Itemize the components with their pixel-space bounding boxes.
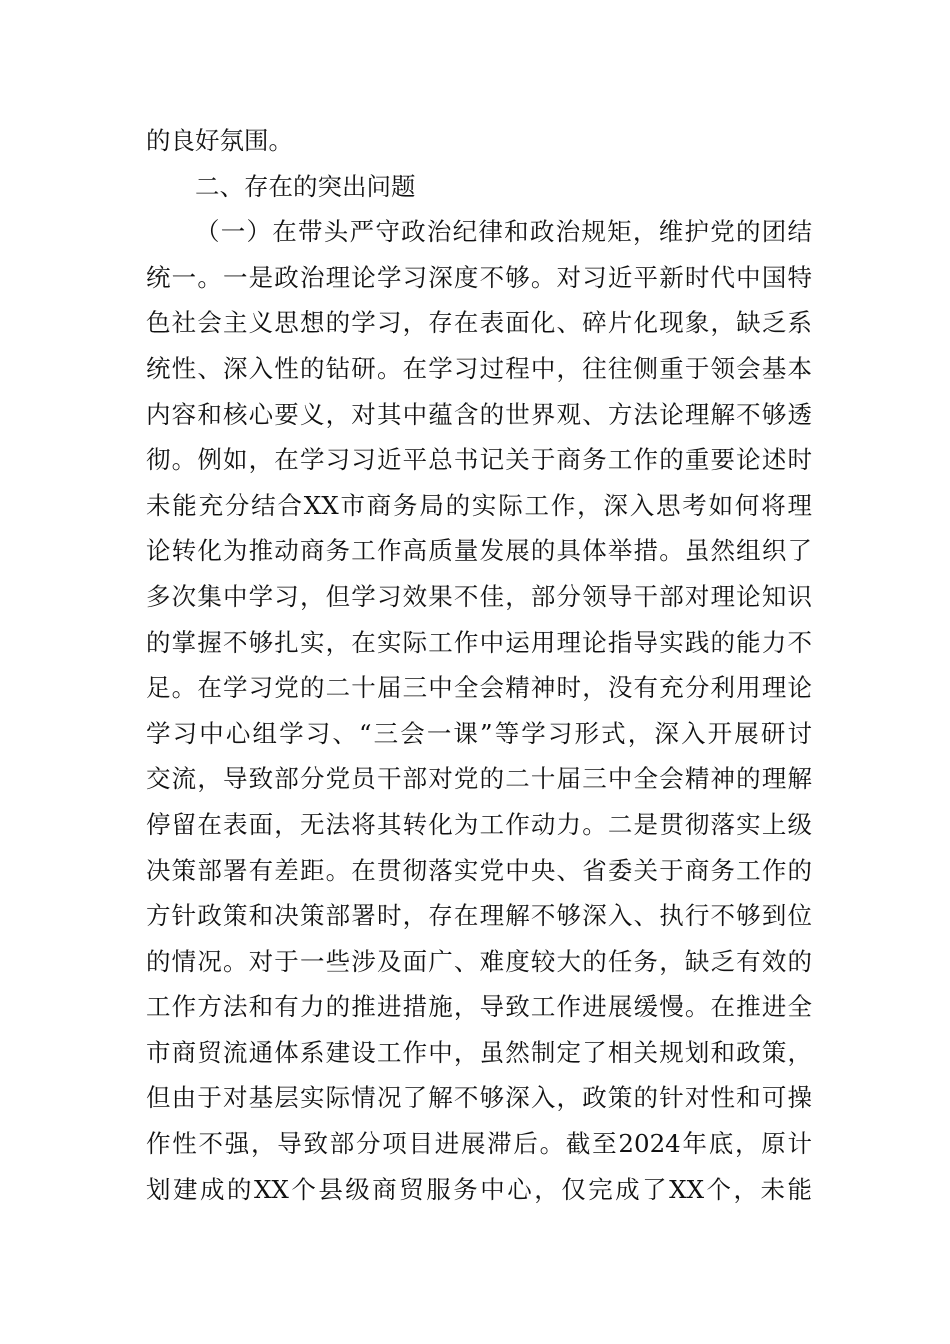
paragraph-line: 彻。例如，在学习习近平总书记关于商务工作的重要论述时 (146, 445, 812, 475)
paragraph-line: 足。在学习党的二十届三中全会精神时，没有充分利用理论 (146, 673, 812, 703)
paragraph-line: 未能充分结合XX市商务局的实际工作，深入思考如何将理 (146, 490, 812, 520)
document-body (146, 118, 812, 1212)
paragraph-line: 决策部署有差距。在贯彻落实党中央、省委关于商务工作的 (146, 855, 812, 885)
paragraph-line: 工作方法和有力的推进措施，导致工作进展缓慢。在推进全 (146, 992, 812, 1022)
subsection-heading: （一）在带头严守政治纪律和政治规矩，维护党的团结 (195, 217, 812, 247)
paragraph-line: 的良好氛围。 (146, 126, 293, 155)
paragraph-line: 统性、深入性的钻研。在学习过程中，往往侧重于领会基本 (146, 353, 812, 383)
paragraph-line: 论转化为推动商务工作高质量发展的具体举措。虽然组织了 (146, 536, 812, 566)
paragraph-line: 市商贸流通体系建设工作中，虽然制定了相关规划和政策， (146, 1037, 812, 1067)
paragraph-line: 的情况。对于一些涉及面广、难度较大的任务，缺乏有效的 (146, 946, 812, 976)
section-heading: 二、存在的突出问题 (195, 171, 416, 201)
paragraph-line: 但由于对基层实际情况了解不够深入，政策的针对性和可操 (146, 1083, 812, 1113)
paragraph-line: 统一。一是政治理论学习深度不够。对习近平新时代中国特 (146, 262, 812, 292)
paragraph-line: 学习中心组学习、“三会一课”等学习形式，深入开展研讨 (146, 718, 812, 748)
paragraph-line: 停留在表面，无法将其转化为工作动力。二是贯彻落实上级 (146, 809, 812, 839)
paragraph-line: 的掌握不够扎实，在实际工作中运用理论指导实践的能力不 (146, 627, 812, 657)
paragraph-line: 交流，导致部分党员干部对党的二十届三中全会精神的理解 (146, 764, 812, 794)
paragraph-line: 多次集中学习，但学习效果不佳，部分领导干部对理论知识 (146, 581, 812, 611)
paragraph-line: 色社会主义思想的学习，存在表面化、碎片化现象，缺乏系 (146, 308, 812, 338)
paragraph-line: 作性不强，导致部分项目进展滞后。截至2024年底，原计 (146, 1129, 812, 1159)
paragraph-line: 方针政策和决策部署时，存在理解不够深入、执行不够到位 (146, 901, 812, 931)
paragraph-line: 内容和核心要义，对其中蕴含的世界观、方法论理解不够透 (146, 399, 812, 429)
paragraph-line: 划建成的XX个县级商贸服务中心，仅完成了XX个，未能 (146, 1174, 812, 1204)
